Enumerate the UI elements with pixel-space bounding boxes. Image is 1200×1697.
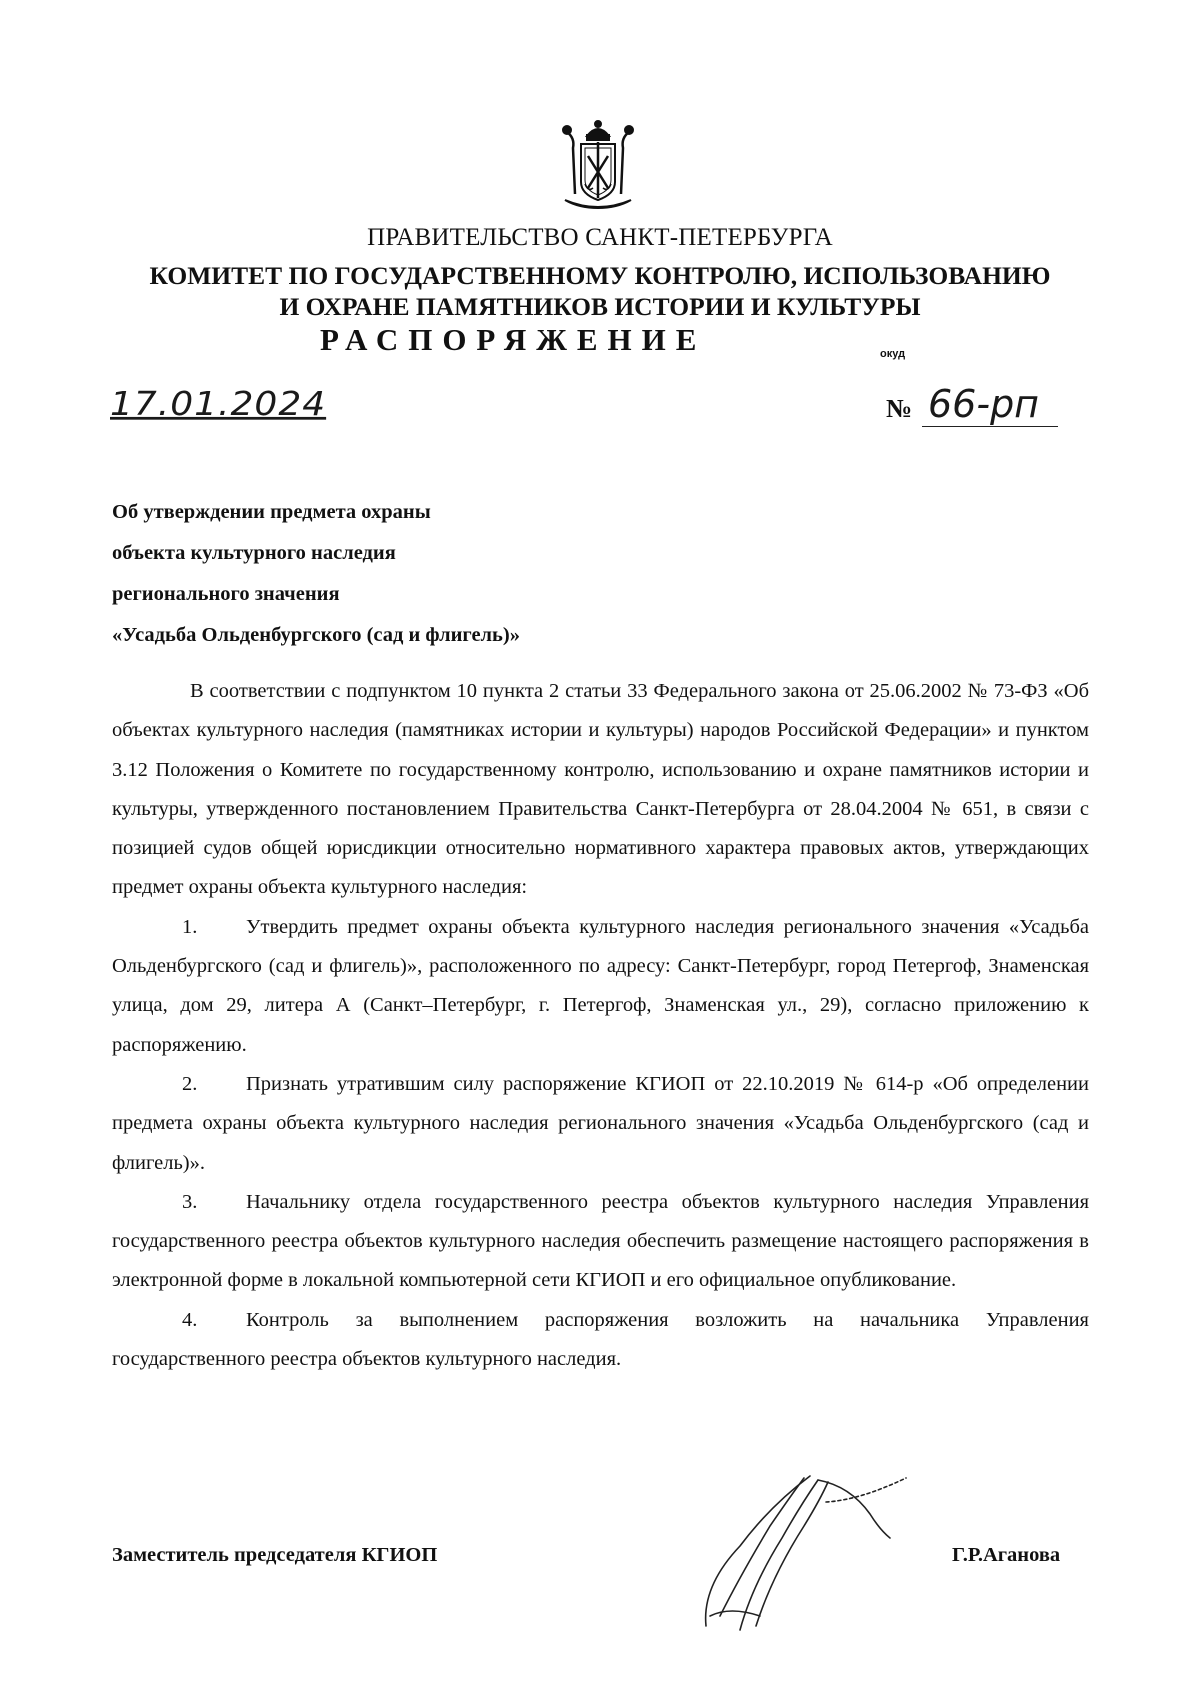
- subject-line: Об утверждении предмета охраны: [112, 501, 431, 523]
- committee-title-line2: И ОХРАНЕ ПАМЯТНИКОВ ИСТОРИИ И КУЛЬТУРЫ: [279, 292, 921, 321]
- subject-line: «Усадьба Ольденбургского (сад и флигель)»: [112, 624, 520, 646]
- government-title: ПРАВИТЕЛЬСТВО САНКТ-ПЕТЕРБУРГА: [367, 224, 833, 251]
- subject-line: регионального значения: [112, 583, 340, 605]
- coat-of-arms-icon: [557, 118, 639, 214]
- item-2: [112, 1065, 1089, 1183]
- item-number: 2.: [182, 1072, 198, 1095]
- committee-title-line1: КОМИТЕТ ПО ГОСУДАРСТВЕННОМУ КОНТРОЛЮ, ИСПОЛЬЗОВАНИЮ: [149, 261, 1051, 290]
- item-text: Начальнику отдела государственного реестра объектов культурного наследия Управления государственного реестра объектов культурного наследия обеспечить размещение настоящего распоряжения в электронной форме в локальной компьютерной сети КГИОП и его официальное опубликование.: [112, 1190, 1089, 1292]
- document-subject: [112, 492, 520, 656]
- item-number: 4.: [182, 1308, 198, 1331]
- document-body: [112, 672, 1089, 1379]
- subject-line: объекта культурного наследия: [112, 542, 396, 564]
- number-underline: [922, 426, 1058, 427]
- okud-label: окуд: [880, 348, 906, 360]
- item-3: [112, 1183, 1089, 1301]
- signatory-name: Г.Р.Аганова: [952, 1544, 1061, 1566]
- item-1: [112, 908, 1089, 1065]
- number-value: 66-рп: [928, 382, 1040, 426]
- preamble-paragraph: В соответствии с подпунктом 10 пункта 2 статьи 33 Федерального закона от 25.06.2002 № 73-ФЗ «Об объектах культурного наследия (памятниках истории и культуры) народов Российской Федерации» и пунктом 3.12 Положения о Комитете по государственному контролю, использованию и охране памятников истории и культуры, утвержденного постановлением Правительства Санкт-Петербурга от 28.04.2004 № 651, в связи с позицией судов общей юрисдикции относительно нормативного характера правовых актов, утверждающих предмет охраны объекта культурного наследия:: [112, 680, 1089, 899]
- item-number: 3.: [182, 1190, 198, 1213]
- item-4: [112, 1301, 1089, 1380]
- item-number: 1.: [182, 915, 198, 938]
- number-sign: №: [886, 394, 913, 423]
- item-text: Утвердить предмет охраны объекта культурного наследия регионального значения «Усадьба Ольденбургского (сад и флигель)», расположенного по адресу: Санкт-Петербург, город Петергоф, Знаменская улица, дом 29, литера А (Санкт–Петербург, г. Петергоф, Знаменская ул., 29), согласно приложению к распоряжению.: [112, 915, 1089, 1056]
- document-number: [886, 382, 1056, 432]
- document-date: 17.01.2024: [110, 385, 327, 424]
- signatory-position: Заместитель председателя КГИОП: [112, 1544, 438, 1566]
- handwritten-signature: [700, 1466, 910, 1636]
- committee-title: [0, 260, 1200, 322]
- document-type: РАСПОРЯЖЕНИЕ: [320, 322, 707, 357]
- item-text: Контроль за выполнением распоряжения возложить на начальника Управления государственного реестра объектов культурного наследия.: [112, 1308, 1089, 1371]
- item-text: Признать утратившим силу распоряжение КГИОП от 22.10.2019 № 614-р «Об определении предмета охраны объекта культурного наследия регионального значения «Усадьба Ольденбургского (сад и флигель)».: [112, 1072, 1089, 1174]
